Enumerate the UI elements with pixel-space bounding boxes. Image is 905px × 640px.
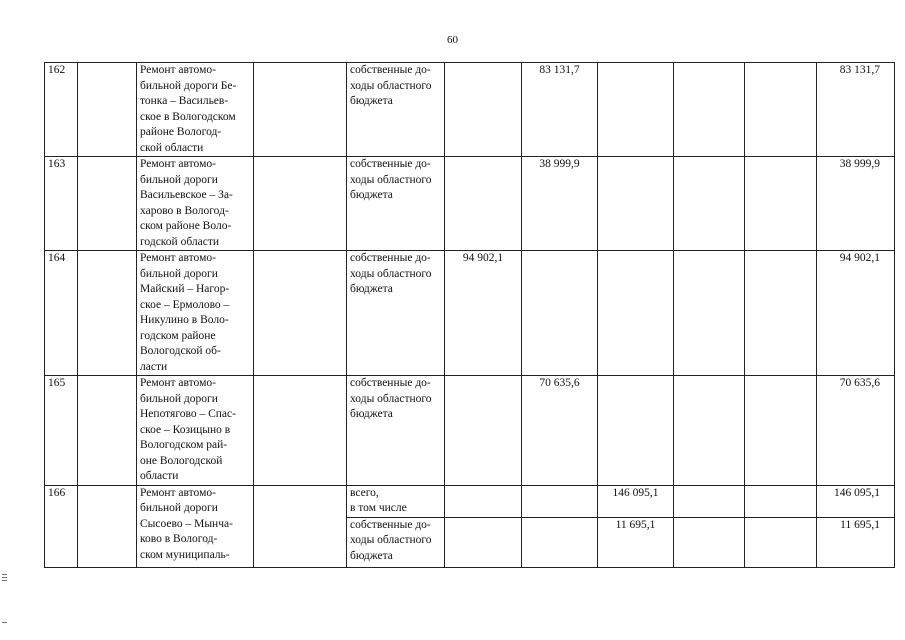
empty-cell [78,376,137,486]
empty-cell [254,157,347,251]
amount-cell: 38 999,9 [522,157,598,251]
empty-cell [254,251,347,376]
amount-cell: 83 131,7 [522,63,598,157]
amount-cell [445,157,522,251]
empty-cell [78,63,137,157]
funding-source: собственные до- ходы областного бюджета [347,517,445,567]
amount-cell: 11 695,1 [598,517,674,567]
row-number: 164 [45,251,78,376]
funding-source: собственные до- ходы областного бюджета [347,251,445,376]
amount-cell: 94 902,1 [445,251,522,376]
scan-margin-mark [2,577,7,578]
amount-cell [674,485,745,517]
amount-cell [674,376,745,486]
table-row [45,251,895,376]
total-cell: 38 999,9 [817,157,895,251]
amount-cell [674,517,745,567]
row-number: 162 [45,63,78,157]
scan-margin-mark [2,580,7,581]
amount-cell [745,251,817,376]
amount-cell [745,517,817,567]
page-number: 60 [447,34,458,46]
table-row [45,376,895,486]
amount-cell [674,157,745,251]
object-name: Ремонт автомо- бильной дороги Васильевское – За- харово в Вологод- ском районе Воло- годской области [137,157,254,251]
amount-cell: 70 635,6 [522,376,598,486]
amount-cell [674,63,745,157]
funding-source: собственные до- ходы областного бюджета [347,63,445,157]
scan-margin-mark [2,622,7,623]
amount-cell [445,63,522,157]
amount-cell [745,376,817,486]
empty-cell [78,157,137,251]
empty-cell [254,485,347,567]
total-cell: 70 635,6 [817,376,895,486]
total-cell: 94 902,1 [817,251,895,376]
budget-table [44,62,895,568]
total-cell: 11 695,1 [817,517,895,567]
table-row [45,157,895,251]
amount-cell [745,157,817,251]
empty-cell [78,251,137,376]
funding-source: собственные до- ходы областного бюджета [347,376,445,486]
amount-cell [522,251,598,376]
amount-cell [445,485,522,517]
amount-cell [522,517,598,567]
object-name: Ремонт автомо- бильной дороги Непотягово – Спас- ское – Козицыно в Вологодском рай- оне Вологодской области [137,376,254,486]
amount-cell [598,157,674,251]
amount-cell [445,376,522,486]
funding-source: всего, в том числе [347,485,445,517]
table-row [45,63,895,157]
row-number: 165 [45,376,78,486]
total-cell: 83 131,7 [817,63,895,157]
empty-cell [254,63,347,157]
empty-cell [254,376,347,486]
amount-cell [522,485,598,517]
row-number: 163 [45,157,78,251]
object-name: Ремонт автомо- бильной дороги Майский – Нагор- ское – Ермолово – Никулино в Воло- годском районе Вологодской об- ласти [137,251,254,376]
total-cell: 146 095,1 [817,485,895,517]
amount-cell [674,251,745,376]
amount-cell [445,517,522,567]
amount-cell [745,63,817,157]
amount-cell [745,485,817,517]
object-name: Ремонт автомо- бильной дороги Сысоево – Мынча- ково в Вологод- ском муниципаль- [137,485,254,567]
scan-margin-mark [2,574,7,575]
amount-cell [598,63,674,157]
row-number: 166 [45,485,78,567]
funding-source: собственные до- ходы областного бюджета [347,157,445,251]
table-row [45,485,895,517]
empty-cell [78,485,137,567]
amount-cell [598,251,674,376]
amount-cell [598,376,674,486]
amount-cell: 146 095,1 [598,485,674,517]
object-name: Ремонт автомо- бильной дороги Бе- тонка – Васильев- ское в Вологодском районе Вологод- ской области [137,63,254,157]
